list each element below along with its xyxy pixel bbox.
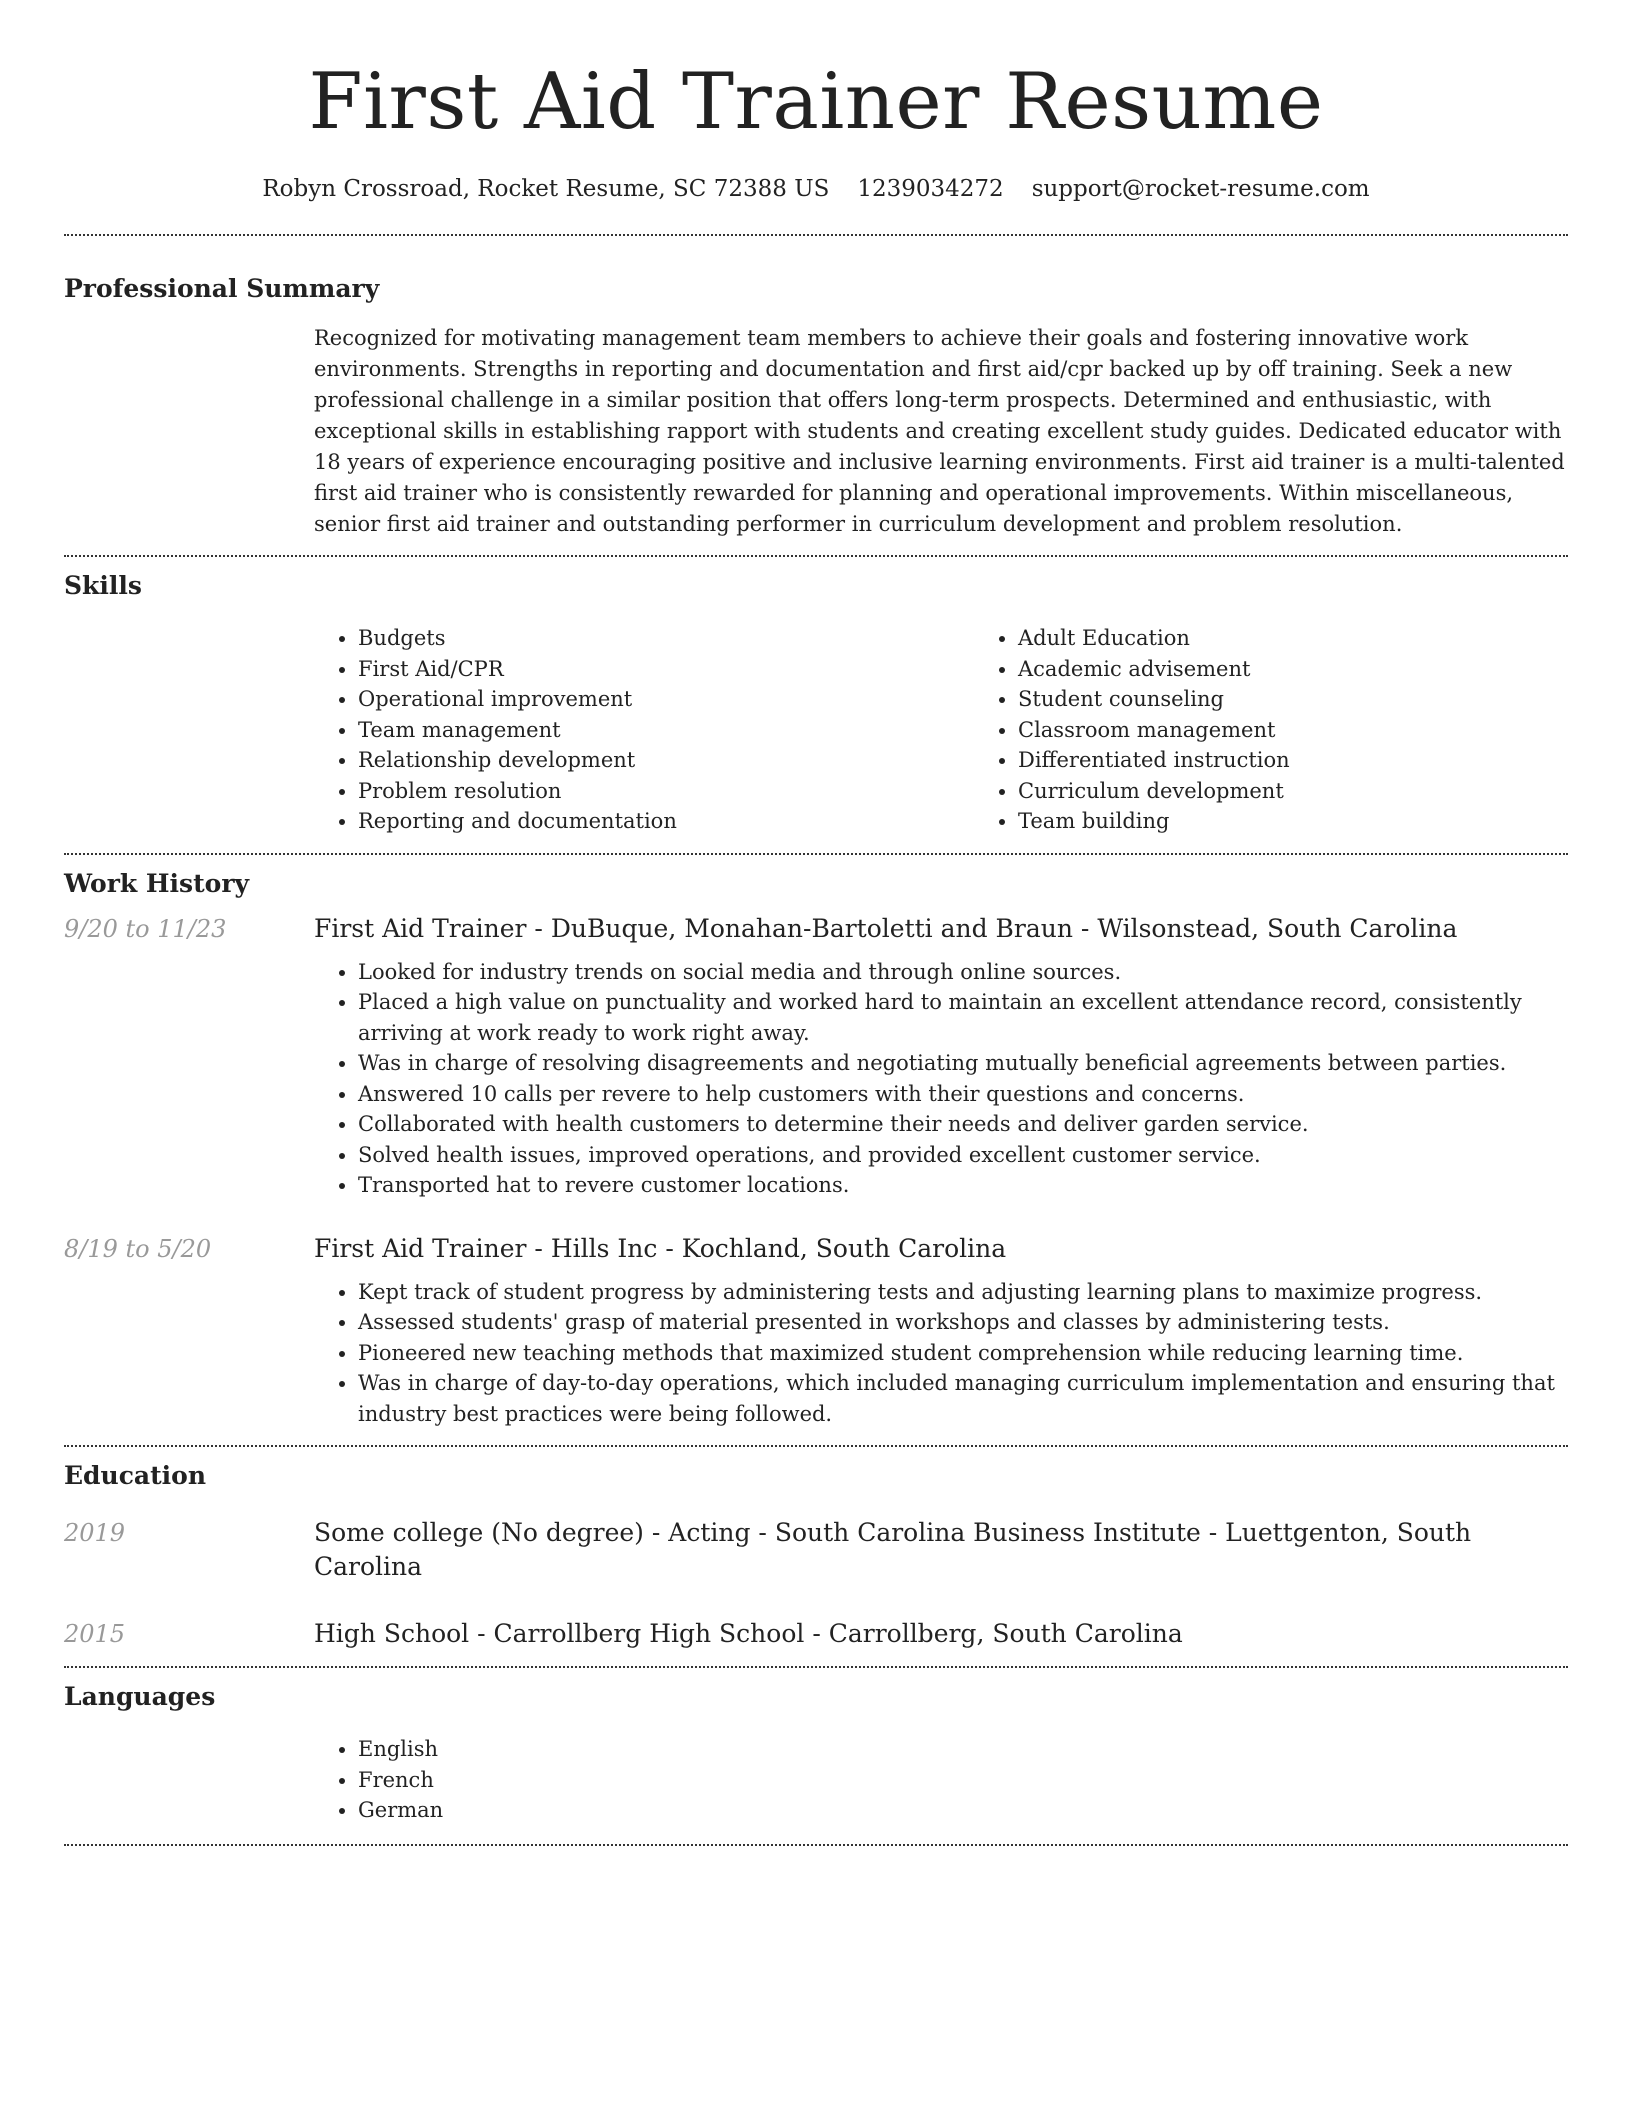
skill-item: • Team management xyxy=(358,715,974,746)
language-item: • English xyxy=(358,1734,1568,1765)
job-bullet: • Was in charge of resolving disagreements and negotiating mutually beneficial agreements between parties. xyxy=(358,1048,1568,1079)
skill-item: • Operational improvement xyxy=(358,684,974,715)
education-text: Some college (No degree) - Acting - South Carolina Business Institute - Luettgenton, South Carolina xyxy=(314,1518,1472,1581)
job-entry xyxy=(64,912,1568,1201)
contact-line xyxy=(64,172,1568,206)
job-bullet: • Was in charge of day-to-day operations, which included managing curriculum implementation and ensuring that industry best practices were being followed. xyxy=(358,1368,1568,1429)
skill-item: • Relationship development xyxy=(358,745,974,776)
work-history-section xyxy=(64,855,1568,1430)
skill-item: • Team building xyxy=(1018,806,1632,837)
skill-item: • Reporting and documentation xyxy=(358,806,974,837)
skill-item: • Problem resolution xyxy=(358,776,974,807)
language-item: • French xyxy=(358,1765,1568,1796)
contact-address: Robyn Crossroad, Rocket Resume, SC 72388 US xyxy=(262,176,830,202)
contact-email: support@rocket-resume.com xyxy=(1031,176,1370,202)
education-section xyxy=(64,1447,1568,1651)
education-text: High School - Carrollberg High School - Carrollberg, South Carolina xyxy=(314,1619,1183,1648)
job-bullets xyxy=(314,957,1568,1201)
skill-item: • Student counseling xyxy=(1018,684,1632,715)
section-heading-work-history: Work History xyxy=(64,868,250,898)
section-heading-languages: Languages xyxy=(64,1682,216,1711)
education-year: 2019 xyxy=(64,1519,126,1547)
job-bullet: • Assessed students' grasp of material presented in workshops and classes by administering tests. xyxy=(358,1307,1568,1338)
skill-item: • Budgets xyxy=(358,623,974,654)
job-bullet: • Solved health issues, improved operations, and provided excellent customer service. xyxy=(358,1140,1568,1171)
education-entry xyxy=(64,1516,1568,1584)
skills-list-right xyxy=(974,623,1632,837)
skills-list-left xyxy=(314,623,974,837)
skills-section xyxy=(64,557,1568,837)
section-heading-summary: Professional Summary xyxy=(64,274,380,303)
divider xyxy=(64,1844,1568,1846)
job-bullet: • Answered 10 calls per revere to help customers with their questions and concerns. xyxy=(358,1079,1568,1110)
job-dates: 9/20 to 11/23 xyxy=(64,914,227,943)
skill-item: • Differentiated instruction xyxy=(1018,745,1632,776)
languages-list xyxy=(314,1734,1568,1826)
education-year: 2015 xyxy=(64,1620,126,1648)
skill-item: • Academic advisement xyxy=(1018,654,1632,685)
skill-item: • Adult Education xyxy=(1018,623,1632,654)
job-bullets xyxy=(314,1277,1568,1430)
job-title: First Aid Trainer - DuBuque, Monahan-Bartoletti and Braun - Wilsonstead, South Carolina xyxy=(314,913,1458,943)
skill-item: • Curriculum development xyxy=(1018,776,1632,807)
job-bullet: • Pioneered new teaching methods that maximized student comprehension while reducing learning time. xyxy=(358,1338,1568,1369)
summary-text: Recognized for motivating management team members to achieve their goals and fostering innovative work environments. Strengths in reporting and documentation and first aid/cpr backed up by off training. Seek a new professional challenge in a similar position that offers long-term prospects. Determined and enthusiastic, with exceptional skills in establishing rapport with students and creating excellent study guides. Dedicated educator with 18 years of experience encouraging positive and inclusive learning environments. First aid trainer is a multi-talented first aid trainer who is consistently rewarded for planning and operational improvements. Within miscellaneous, senior first aid trainer and outstanding performer in curriculum development and problem resolution. xyxy=(314,326,1565,536)
education-entry xyxy=(64,1617,1568,1651)
job-dates: 8/19 to 5/20 xyxy=(64,1234,212,1263)
section-heading-skills: Skills xyxy=(64,571,142,600)
contact-phone: 1239034272 xyxy=(857,176,1004,202)
languages-section xyxy=(64,1668,1568,1826)
skill-item: • Classroom management xyxy=(1018,715,1632,746)
job-bullet: • Looked for industry trends on social media and through online sources. xyxy=(358,957,1568,988)
skill-item: • First Aid/CPR xyxy=(358,654,974,685)
job-bullet: • Kept track of student progress by administering tests and adjusting learning plans to maximize progress. xyxy=(358,1277,1568,1308)
resume-title: First Aid Trainer Resume xyxy=(308,57,1324,147)
job-bullet: • Placed a high value on punctuality and worked hard to maintain an excellent attendance record, consistently arriving at work ready to work right away. xyxy=(358,987,1568,1048)
job-bullet: • Transported hat to revere customer locations. xyxy=(358,1170,1568,1201)
summary-section xyxy=(64,236,1568,540)
job-bullet: • Collaborated with health customers to determine their needs and deliver garden service. xyxy=(358,1109,1568,1140)
job-entry xyxy=(64,1232,1568,1430)
job-title: First Aid Trainer - Hills Inc - Kochland, South Carolina xyxy=(314,1233,1007,1263)
section-heading-education: Education xyxy=(64,1461,207,1490)
language-item: • German xyxy=(358,1795,1568,1826)
